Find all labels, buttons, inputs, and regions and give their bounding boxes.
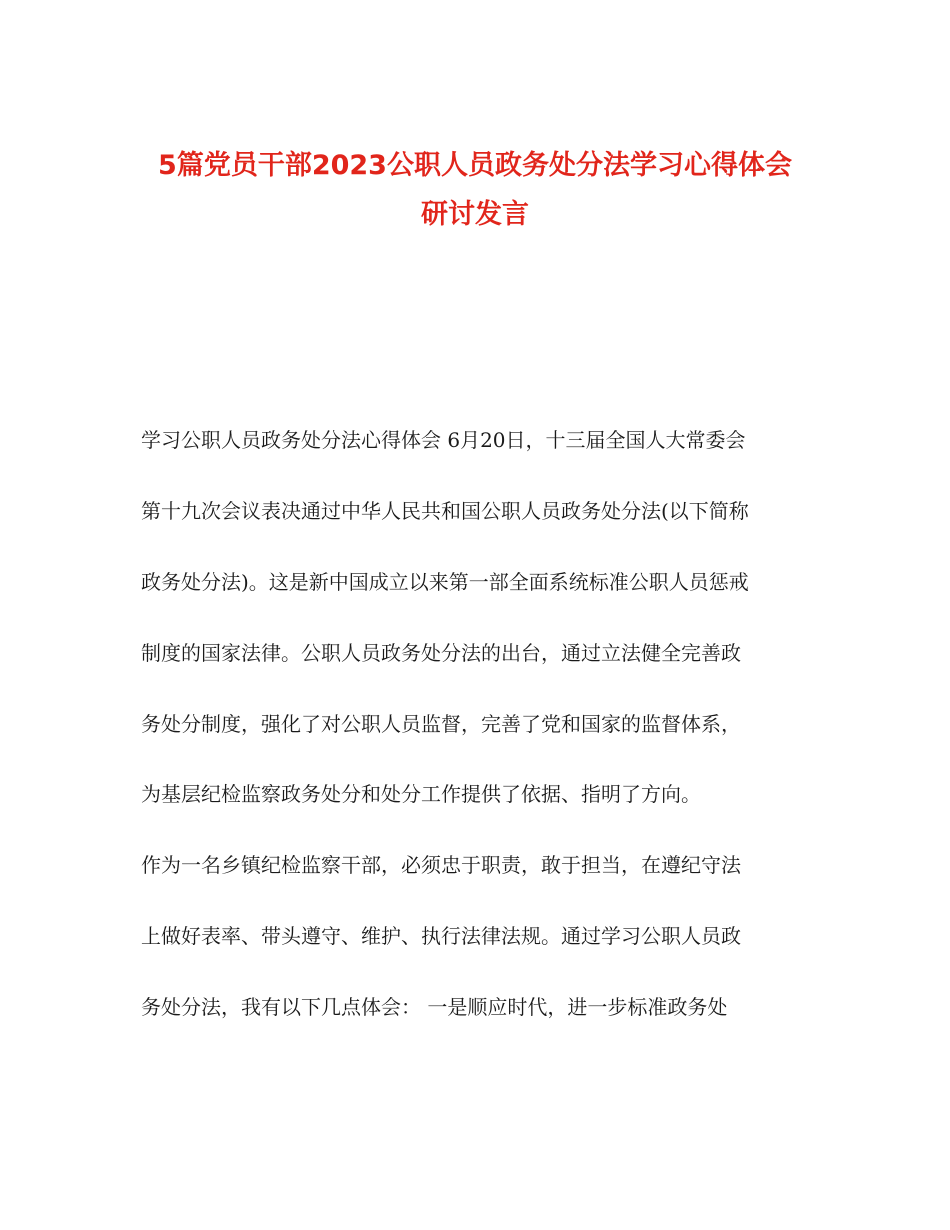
body-line-8: 上做好表率、带头遵守、维护、执行法律法规。通过学习公职人员政 — [141, 924, 741, 948]
document-title-line-1: 5篇党员干部2023公职人员政务处分法学习心得体会 — [158, 150, 792, 181]
body-line-2: 第十九次会议表决通过中华人民共和国公职人员政务处分法(以下简称 — [141, 499, 749, 523]
document-title-line-2: 研讨发言 — [421, 199, 529, 230]
body-line-5: 务处分制度，强化了对公职人员监督，完善了党和国家的监督体系， — [141, 712, 741, 736]
body-line-4: 制度的国家法律。公职人员政务处分法的出台，通过立法健全完善政 — [141, 641, 741, 665]
body-line-7: 作为一名乡镇纪检监察干部，必须忠于职责，敢于担当，在遵纪守法 — [141, 853, 741, 877]
body-line-1: 学习公职人员政务处分法心得体会 6月20日，十三届全国人大常委会 — [141, 428, 746, 452]
body-line-3: 政务处分法)。这是新中国成立以来第一部全面系统标准公职人员惩戒 — [141, 570, 749, 594]
body-line-6: 为基层纪检监察政务处分和处分工作提供了依据、指明了方向。 — [141, 782, 701, 806]
body-line-9: 务处分法，我有以下几点体会： 一是顺应时代，进一步标准政务处 — [141, 995, 728, 1019]
